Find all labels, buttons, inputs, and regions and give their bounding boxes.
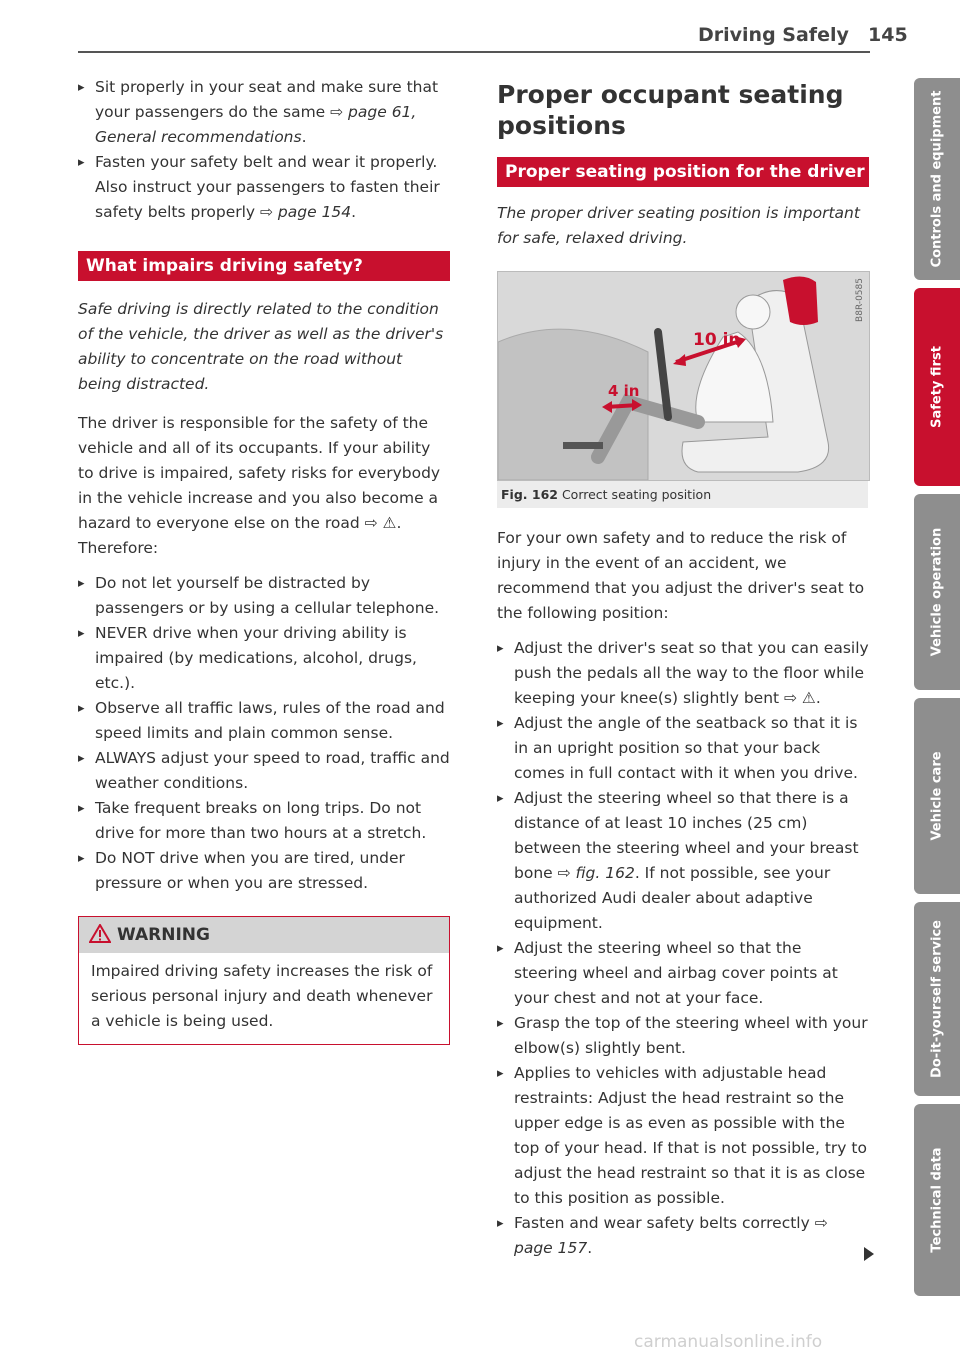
label-4in: 4 in (608, 382, 640, 400)
section-heading: What impairs driving safety? (78, 251, 450, 281)
figure-reference[interactable]: ⇨ fig. 162 (557, 864, 635, 882)
label-10in: 10 in (693, 330, 741, 350)
tab-do-it-yourself-service[interactable]: Do-it-yourself service (914, 902, 960, 1096)
list-item: ▸ Fasten and wear safety belts correctly ⇨ page 157. (497, 1211, 869, 1261)
figure-caption (497, 481, 868, 508)
page-reference[interactable]: ⇨ page 61, General recommendations (95, 103, 417, 146)
list-item: ▸ Observe all traffic laws, rules of the road and speed limits and plain common sense. (78, 696, 450, 746)
tab-vehicle-operation[interactable]: Vehicle operation (914, 494, 960, 690)
tab-vehicle-care[interactable]: Vehicle care (914, 698, 960, 894)
section-intro: Safe driving is directly related to the condition of the vehicle, the driver as well as the driver's ability to concentrate on the road without being distracted. (78, 300, 444, 393)
list-item: ▸ Adjust the driver's seat so that you can easily push the pedals all the way to the floor while keeping your knee(s) slightly bent ⇨ ⚠. (497, 636, 869, 711)
list-item: ▸ Do NOT drive when you are tired, under pressure or when you are stressed. (78, 846, 450, 896)
continue-arrow-icon (864, 1247, 874, 1261)
seating-bullet-list (497, 636, 869, 1261)
list-item: ▸ NEVER drive when your driving ability is impaired (by medications, alcohol, drugs, etc.). (78, 621, 450, 696)
warning-title: WARNING (117, 925, 210, 945)
list-item: ▸ Applies to vehicles with adjustable head restraints: Adjust the head restraint so the upper edge is as even as possible with the top of your head. If that is not possible, try to adjust the head restraint so that it is as close to this position as possible. (497, 1061, 869, 1211)
page-number: 145 (868, 24, 908, 46)
list-item: ▸ Adjust the steering wheel so that the steering wheel and airbag cover points at your chest and not at your face. (497, 936, 869, 1011)
figure-number: Fig. 162 (501, 487, 558, 502)
header-rule (78, 51, 870, 53)
section-heading: Proper seating position for the driver (497, 157, 869, 187)
warning-text: Impaired driving safety increases the risk of serious personal injury and death whenever a vehicle is being used. (91, 962, 433, 1030)
body-paragraph: The driver is responsible for the safety of the vehicle and all of its occupants. If your ability to drive is impaired, safety risks for everybody in the vehicle increase and you also become a hazard to everyone else on the road ⇨ ⚠. (78, 414, 441, 532)
tab-safety-first[interactable]: Safety first (914, 288, 960, 486)
page-reference[interactable]: ⇨ page 154 (260, 203, 352, 221)
figure-code: B8R-0585 (855, 278, 865, 322)
list-item: ▸ Grasp the top of the steering wheel with your elbow(s) slightly bent. (497, 1011, 869, 1061)
right-column (497, 75, 869, 1261)
top-bullet-list (78, 75, 450, 225)
list-item: ▸ Take frequent breaks on long trips. Do not drive for more than two hours at a stretch. (78, 796, 450, 846)
section-intro: The proper driver seating position is important for safe, relaxed driving. (497, 204, 860, 247)
safety-bullet-list (78, 571, 450, 896)
warning-box (78, 916, 450, 1045)
seating-illustration (498, 272, 869, 480)
tab-technical-data[interactable]: Technical data (914, 1104, 960, 1296)
figure-seating-position (497, 271, 870, 481)
list-item: ▸ Adjust the steering wheel so that there is a distance of at least 10 inches (25 cm) between the steering wheel and your breast bone ⇨ fig. 162. If not possible, see your authorized Audi dealer about adaptive equipment. (497, 786, 869, 936)
body-paragraph: For your own safety and to reduce the risk of injury in the event of an accident, we recommend that you adjust the driver's seat to the following position: (497, 529, 865, 622)
running-header-title: Driving Safely (698, 24, 849, 46)
warning-triangle-icon (89, 924, 111, 943)
warning-header (79, 917, 449, 953)
page-title: Proper occupant seating positions (497, 80, 844, 140)
therefore-label: Therefore: (78, 539, 159, 557)
list-item: ▸ Do not let yourself be distracted by passengers or by using a cellular telephone. (78, 571, 450, 621)
figure-caption-text: Correct seating position (561, 487, 712, 502)
list-item: ▸ Adjust the angle of the seatback so that it is in an upright position so that your back comes in full contact with it when you drive. (497, 711, 869, 786)
list-item: ▸ ALWAYS adjust your speed to road, traffic and weather conditions. (78, 746, 450, 796)
watermark: carmanualsonline.info (634, 1332, 823, 1352)
page-reference[interactable]: ⇨ page 157 (514, 1214, 828, 1257)
left-column (78, 75, 450, 1045)
list-item: ▸ Fasten your safety belt and wear it properly. Also instruct your passengers to fasten their safety belts properly ⇨ page 154. (78, 150, 450, 225)
list-item: ▸ Sit properly in your seat and make sure that your passengers do the same ⇨ page 61, General recommendations. (78, 75, 450, 150)
tab-controls-and-equipment[interactable]: Controls and equipment (914, 78, 960, 280)
